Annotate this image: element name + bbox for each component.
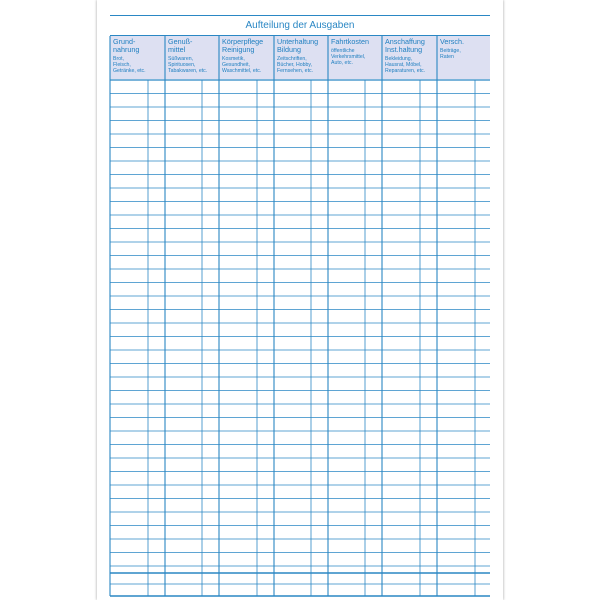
column-examples	[222, 57, 273, 75]
column-title: Reinigung	[222, 45, 255, 55]
column-examples	[331, 49, 381, 67]
column-example-line: Tabakwaren, etc.	[168, 68, 208, 75]
column-header	[331, 38, 381, 78]
column-example-line: Bücher, Hobby,	[277, 62, 313, 69]
column-examples	[385, 57, 436, 75]
column-title: nahrung	[113, 45, 140, 55]
column-title: mittel	[168, 45, 186, 55]
column-title: Körperpflege	[222, 38, 264, 46]
column-example-line: Reparaturen, etc.	[385, 68, 426, 75]
column-example-line: Zeitschriften,	[277, 56, 307, 63]
column-header	[168, 38, 218, 78]
column-examples	[168, 57, 218, 75]
column-example-line: öffentliche	[331, 48, 355, 55]
column-example-line: Spirituosen,	[168, 62, 196, 69]
column-example-line: Fernsehen, etc.	[277, 68, 314, 75]
column-example-line: Hausrat, Möbel,	[385, 62, 422, 69]
column-title: Fahrtkosten	[331, 38, 369, 46]
column-example-line: Beiträge,	[440, 48, 461, 55]
column-title: Unterhaltung	[277, 38, 319, 46]
column-title: Inst.haltung	[385, 45, 423, 55]
column-header	[222, 38, 273, 78]
column-header	[440, 38, 489, 78]
column-example-line: Kosmetik,	[222, 56, 245, 63]
column-example-line: Brot,	[113, 56, 124, 63]
column-title: Bildung	[277, 45, 301, 55]
column-example-line: Auto, etc.	[331, 60, 353, 67]
column-header	[277, 38, 327, 78]
column-header	[385, 38, 436, 78]
column-title: Grund-	[113, 38, 136, 46]
column-example-line: Waschmittel, etc.	[222, 68, 262, 75]
column-example-line: Fleisch,	[113, 62, 131, 69]
column-title: Versch.	[440, 38, 464, 46]
column-title: Genuß-	[168, 38, 193, 46]
column-examples	[277, 57, 327, 75]
column-examples	[440, 49, 489, 61]
column-examples	[113, 57, 164, 75]
column-example-line: Gesundheit,	[222, 62, 250, 69]
column-example-line: Bekleidung,	[385, 56, 413, 63]
column-example-line: Raten	[440, 54, 454, 61]
column-example-line: Getränke, etc.	[113, 68, 146, 75]
column-header	[113, 38, 164, 78]
column-title: Anschaffung	[385, 38, 425, 46]
column-example-line: Verkehrsmittel,	[331, 54, 366, 61]
form-title: Aufteilung der Ausgaben	[245, 20, 355, 31]
column-example-line: Süßwaren,	[168, 56, 194, 63]
